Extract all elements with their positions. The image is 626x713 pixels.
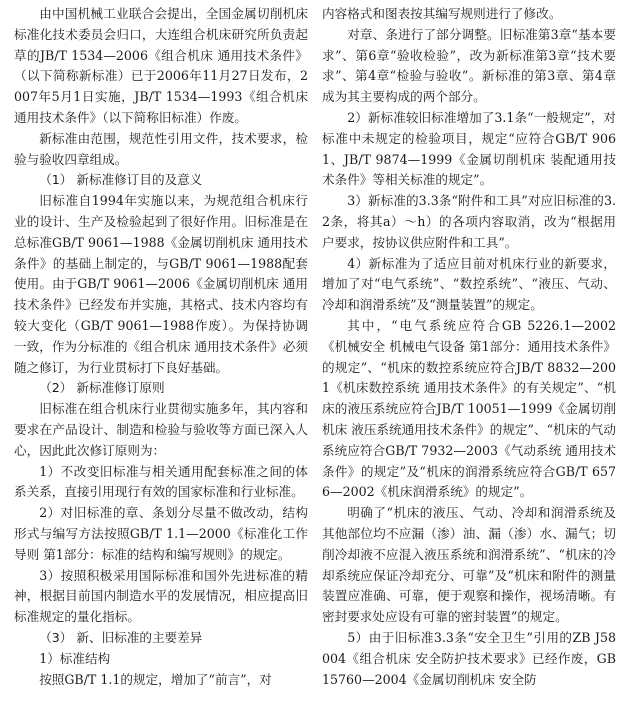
paragraph: 2）对旧标准的章、条划分尽量不做改动，结构形式与编写方法按照GB/T 1.1—2000《标准化工作导则 第1部分：标准的结构和编写规则》的规定。 — [14, 505, 308, 562]
left-column — [14, 4, 308, 690]
paragraph: 内容格式和图表按其编写规则进行了修改。 — [322, 6, 562, 21]
right-column — [322, 4, 616, 690]
section-heading: （1） 新标准修订目的及意义 — [39, 172, 203, 188]
paragraph: 旧标准在组合机床行业贯彻实施多年，其内容和要求在产品设计、制造和检验与验收等方面已深入人心，因此此次修订原则为： — [14, 401, 308, 458]
paragraph: 1）标准结构 — [39, 650, 111, 666]
paragraph: 其中，“电气系统应符合GB 5226.1—2002《机械安全 机械电气设备 第1部分：通用技术条件》的规定”、“机床的数控系统应符合JB/T 8832—2001《机床数控系统 通用技术条件》的有关规定”、“机床的液压系统应符合JB/T 10051—1999《金属切削机床 液压系统通用技术条件》的规定”、“机床的气动系统应符合GB/T 7932—2003《气动系统 通用技术条件》的规定”及“机床的润滑系统应符合GB/T 6576—2002《机床润滑系统》的规定”。 — [322, 317, 616, 500]
paragraph: 旧标准自1994年实施以来，为规范组合机床行业的设计、生产及检验起到了很好作用。旧标准是在总标准GB/T 9061—1988《金属切削机床 通用技术条件》的基础上制定的，与GB/T 9061—1988配套使用。由于GB/T 9061—2006《金属切削机床 通用技术条件》已经发布并实施，其格式、技术内容均有较大变化（GB/T 9061—1988作废）。为保持协调一致，作为分标准的《组合机床 通用技术条件》必须随之修订，为行业贯标打下良好基础。 — [14, 193, 308, 375]
paragraph: 明确了“机床的液压、气动、冷却和润滑系统及其他部位均不应漏（渗）油、漏（渗）水、漏气；切削冷却液不应混入液压系统和润滑系统”、“机床的冷却系统应保证冷却充分、可靠”及“机床和附件的测量装置应准确、可靠，便于观察和操作，视场清晰。有密封要求处应设有可靠的密封装置”的规定。 — [322, 505, 616, 625]
paragraph: 新标准由范围，规范性引用文件，技术要求，检验与验收四章组成。 — [14, 130, 308, 167]
paragraph: 5）由于旧标准3.3条“安全卫生”引用的ZB J58 004《组合机床 安全防护技术要求》已经作废，GB 15760—2004《金属切削机床 安全防 — [322, 629, 616, 687]
section-heading: （3） 新、旧标准的主要差异 — [39, 629, 203, 645]
paragraph: 对章、条进行了部分调整。旧标准第3章“基本要求”、第6章“验收检验”，改为新标准第3章“技术要求”、第4章“检验与验收”。新标准的第3章、第4章成为其主要构成的两个部分。 — [322, 26, 616, 105]
paragraph: 2）新标准较旧标准增加了3.1条“一般规定”，对标准中未规定的检验项目，规定“应符合GB/T 9061、JB/T 9874—1999《金属切削机床 装配通用技术条件》等相关标准的规定”。 — [322, 109, 616, 188]
paragraph: 3）新标准的3.3条“附件和工具”对应旧标准的3.2条，将其a）～h）的各项内容取消，改为“根据用户要求，按协议供应附件和工具”。 — [322, 193, 616, 250]
paragraph: 3）按照积极采用国际标准和国外先进标准的精神，根据目前国内制造水平的发展情况，相应提高旧标准规定的量化指标。 — [14, 567, 308, 625]
paragraph: 4）新标准为了适应目前对机床行业的新要求，增加了对“电气系统”、“数控系统”、“液压、气动、冷却和润滑系统”及“测量装置”的规定。 — [322, 255, 616, 313]
paragraph: 按照GB/T 1.1的规定，增加了“前言”，对 — [39, 671, 272, 687]
paragraph: 1）不改变旧标准与相关通用配套标准之间的体系关系，直接引用现行有效的国家标准和行业标准。 — [14, 463, 308, 500]
section-heading: （2） 新标准修订原则 — [39, 380, 165, 396]
paragraph: 由中国机械工业联合会提出，全国金属切削机床标准化技术委员会归口，大连组合机床研究所负责起草的JB/T 1534—2006《组合机床 通用技术条件》（以下简称新标准）已于2006年11月27日发布，2007年5月1日实施，JB/T 1534—1993《组合机床 通用技术条件》（以下简称旧标准）作废。 — [14, 6, 308, 125]
